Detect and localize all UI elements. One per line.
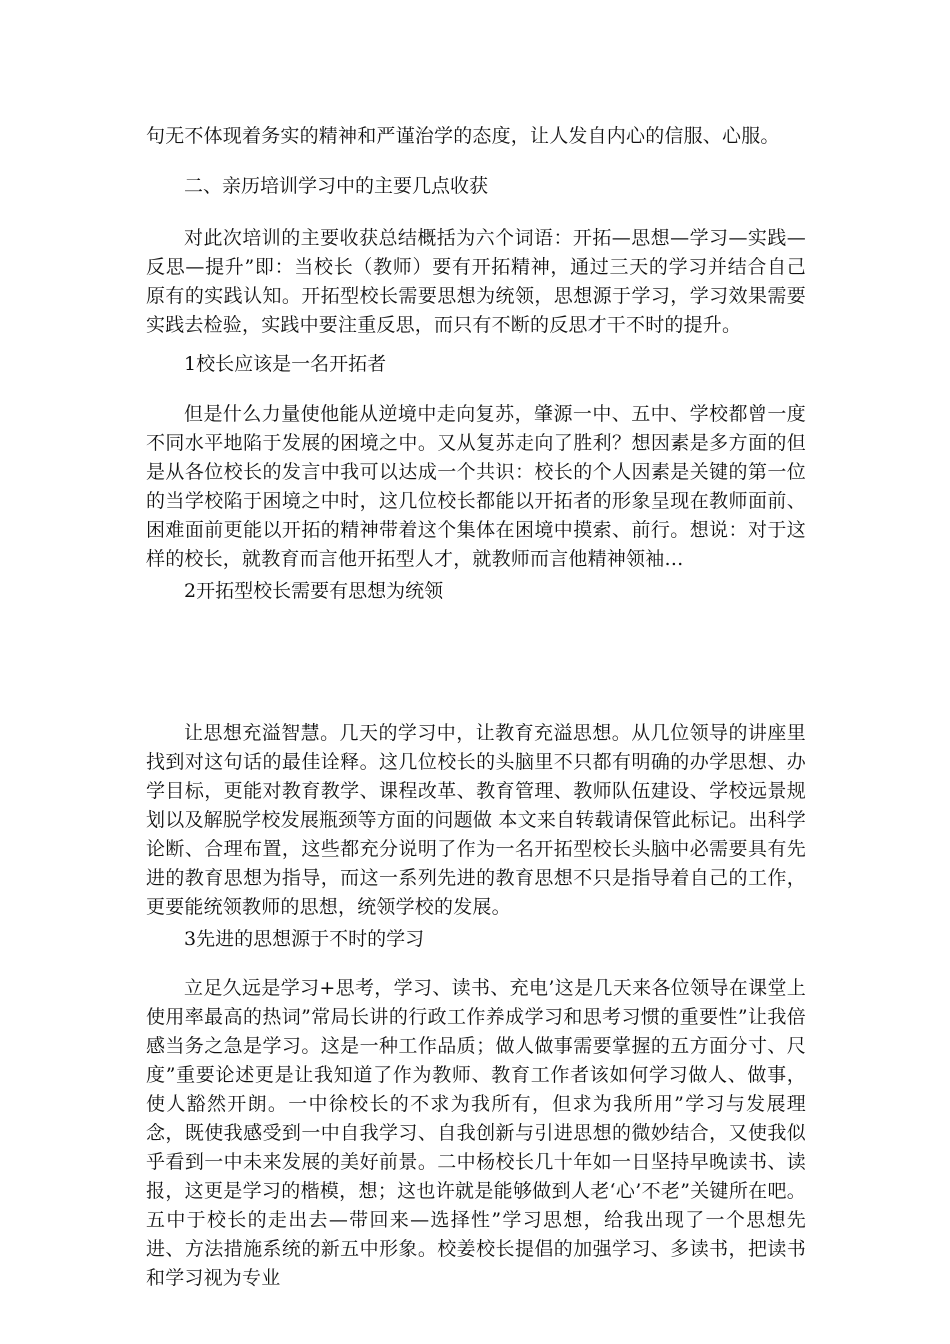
- subheading-thought-leadership: 2开拓型校长需要有思想为统领: [184, 580, 444, 602]
- paragraph-pioneer: 但是什么力量使他能从逆境中走向复苏，肇源一中、五中、学校都曾一度不同水平地陷于发展的困境之中。又从复苏走向了胜利？想因素是多方面的但是从各位校长的发言中我可以达成一个共识：校长的个人因素是关键的第一位的当学校陷于困境之中时，这几位校长都能以开拓者的形象呈现在教师面前、困难面前更能以开拓的精神带着这个集体在困境中摸索、前行。想说：对于这样的校长，就教育而言他开拓型人才，就教师而言他精神领袖…: [146, 403, 806, 570]
- paragraph-learning: 立足久远是学习+思考，学习、读书、充电’这是几天来各位领导在课堂上使用率最高的热词”常局长讲的行政工作养成学习和思考习惯的重要性”让我倍感当务之急是学习。这是一种工作品质；做人做事需要掌握的五方面分寸、尺度”重要论述更是让我知道了作为教师、教育工作者该如何学习做人、做事，使人豁然开朗。一中徐校长的不求为我所有，但求为我所用”学习与发展理念，既使我感受到一中自我学习、自我创新与引进思想的微妙结合，又使我似乎看到一中未来发展的美好前景。二中杨校长几十年如一日坚持早晚读书、读报，这更是学习的楷模，想；这也许就是能够做到人老‘心’不老”关键所在吧。五中于校长的走出去—带回来—选择性”学习思想，给我出现了一个思想先进、方法措施系统的新五中形象。校姜校长提倡的加强学习、多读书，把读书和学习视为专业: [146, 977, 806, 1289]
- subheading-pioneer: 1校长应该是一名开拓者: [184, 353, 387, 375]
- paragraph-thought-leadership: 让思想充溢智慧。几天的学习中，让教育充溢思想。从几位领导的讲座里找到对这句话的最佳诠释。这几位校长的头脑里不只都有明确的办学思想、办学目标，更能对教育教学、课程改革、教育管理、教师队伍建设、学校远景规划以及解脱学校发展瓶颈等方面的问题做 本文来自转载请保管此标记。出科学论断、合理布置，这些都充分说明了作为一名开拓型校长头脑中必需要具有先进的教育思想为指导，而这一系列先进的教育思想不只是指导着自己的工作，更要能统领教师的思想，统领学校的发展。: [146, 722, 806, 918]
- paragraph-continuation: 句无不体现着务实的精神和严谨治学的态度，让人发自内心的信服、心服。: [146, 125, 780, 147]
- paragraph-gains-summary: 对此次培训的主要收获总结概括为六个词语：开拓—思想—学习—实践—反思—提升”即：当校长（教师）要有开拓精神，通过三天的学习并结合自己原有的实践认知。开拓型校长需要思想为统领，思想源于学习，学习效果需要实践去检验，实践中要注重反思，而只有不断的反思才干不时的提升。: [146, 227, 806, 336]
- subheading-learning: 3先进的思想源于不时的学习: [184, 928, 425, 950]
- section-heading-2: 二、亲历培训学习中的主要几点收获: [184, 175, 489, 197]
